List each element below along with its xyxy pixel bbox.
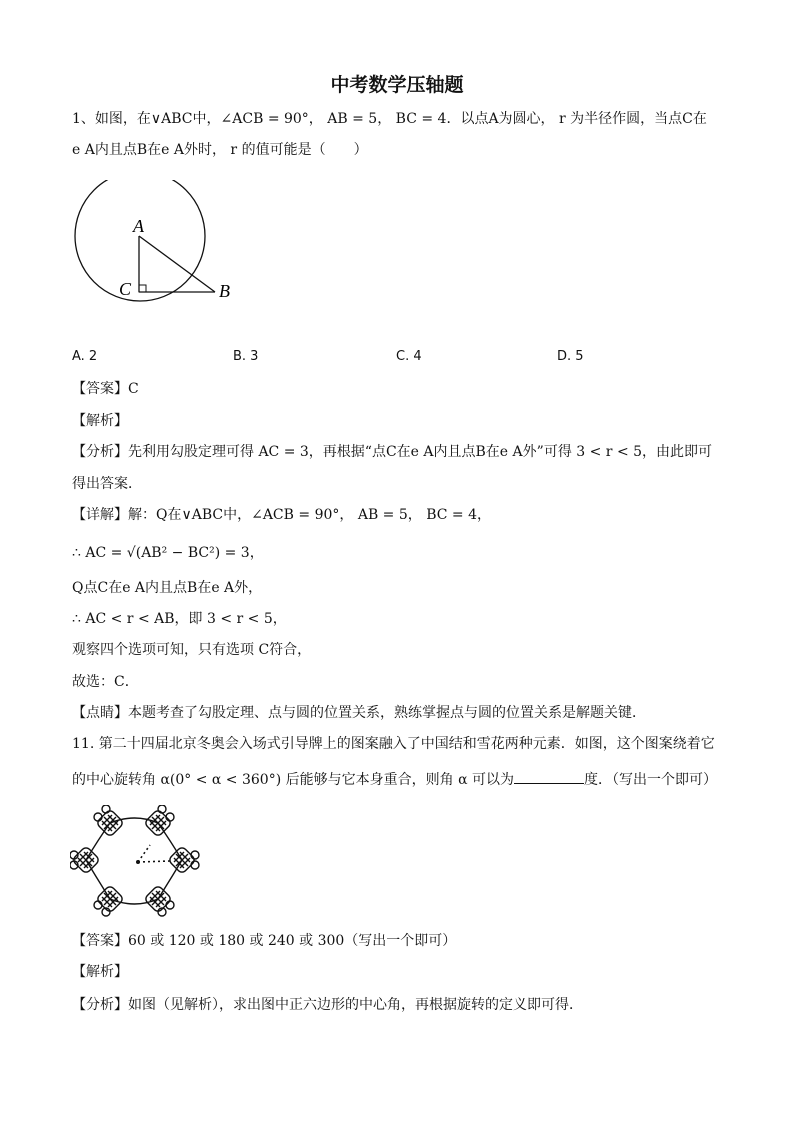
q11-answer-blank [514,769,584,784]
q11-answer: 【答案】60 或 120 或 180 或 240 或 300（写出一个即可） [72,933,457,949]
q1-fenxi-line1: 【分析】先利用勾股定理可得 AC = 3，再根据“点C在e A内且点B在e A外”可得 3 < r < 5，由此即可 [72,444,713,460]
q1-dianjing: 【点睛】本题考查了勾股定理、点与圆的位置关系，熟练掌握点与圆的位置关系是解题关键． [72,705,646,721]
segment-AB [139,236,215,292]
circle-A [75,180,205,301]
q1-option-c: C. 4 [396,349,422,364]
q1-fenxi-line2: 得出答案． [72,476,142,492]
q1-step-2: Q点C在e A内且点B在e A外， [72,580,263,596]
q11-stem-part2: 度．（写出一个即可） [583,772,717,788]
q1-option-b: B. 3 [233,349,259,364]
q1-xiangjie: 【详解】解：Q在∨ABC中，∠ACB = 90°， AB = 5， BC = 4， [72,507,492,523]
q11-analysis-heading: 【解析】 [72,964,128,980]
q1-circle-triangle-figure [70,180,240,330]
q11-stem-part1: 的中心旋转角 α(0° < α < 360°) 后能够与它本身重合，则角 α 可以为 [72,772,514,788]
hexagon-outline [86,818,182,904]
q11-stem-line2 [72,769,717,790]
label-B: B [219,281,230,301]
q1-analysis-heading: 【解析】 [72,413,128,429]
q11-knot-snowflake-figure [70,805,200,917]
q1-stem-line1: 1、如图，在∨ABC中，∠ACB = 90°， AB = 5， BC = 4．以点A为圆心， r 为半径作圆，当点C在 [72,111,707,127]
page-title: 中考数学压轴题 [330,74,464,96]
knot-left [70,846,100,874]
right-angle-mark [139,285,146,292]
q1-step-1: ∴ AC = √(AB² − BC²) = 3， [72,545,264,561]
q1-step-4: 观察四个选项可知，只有选项 C符合， [72,642,312,658]
knot-bottom-left [94,885,124,916]
knot-top-right [144,805,174,837]
q11-stem-line1: 11. 第二十四届北京冬奥会入场式引导牌上的图案融入了中国结和雪花两种元素．如图，这个图案绕着它 [72,736,715,752]
q1-stem-line2: e A内且点B在e A外时， r 的值可能是（ ） [72,142,368,158]
label-C: C [119,279,132,299]
knot-top-left [94,805,124,837]
label-A: A [133,216,144,236]
q11-fenxi: 【分析】如图（见解析），求出图中正六边形的中心角，再根据旋转的定义即可得． [72,997,583,1013]
knot-bottom-right [144,885,174,916]
center-angle-lines [138,845,170,862]
q1-option-a: A. 2 [72,349,98,364]
q1-step-3: ∴ AC < r < AB，即 3 < r < 5， [72,611,287,627]
q1-option-d: D. 5 [557,349,584,364]
center-point [136,860,140,864]
knot-right [168,846,199,874]
q1-step-5: 故选：C． [72,674,139,690]
q1-answer: 【答案】C [72,381,139,397]
